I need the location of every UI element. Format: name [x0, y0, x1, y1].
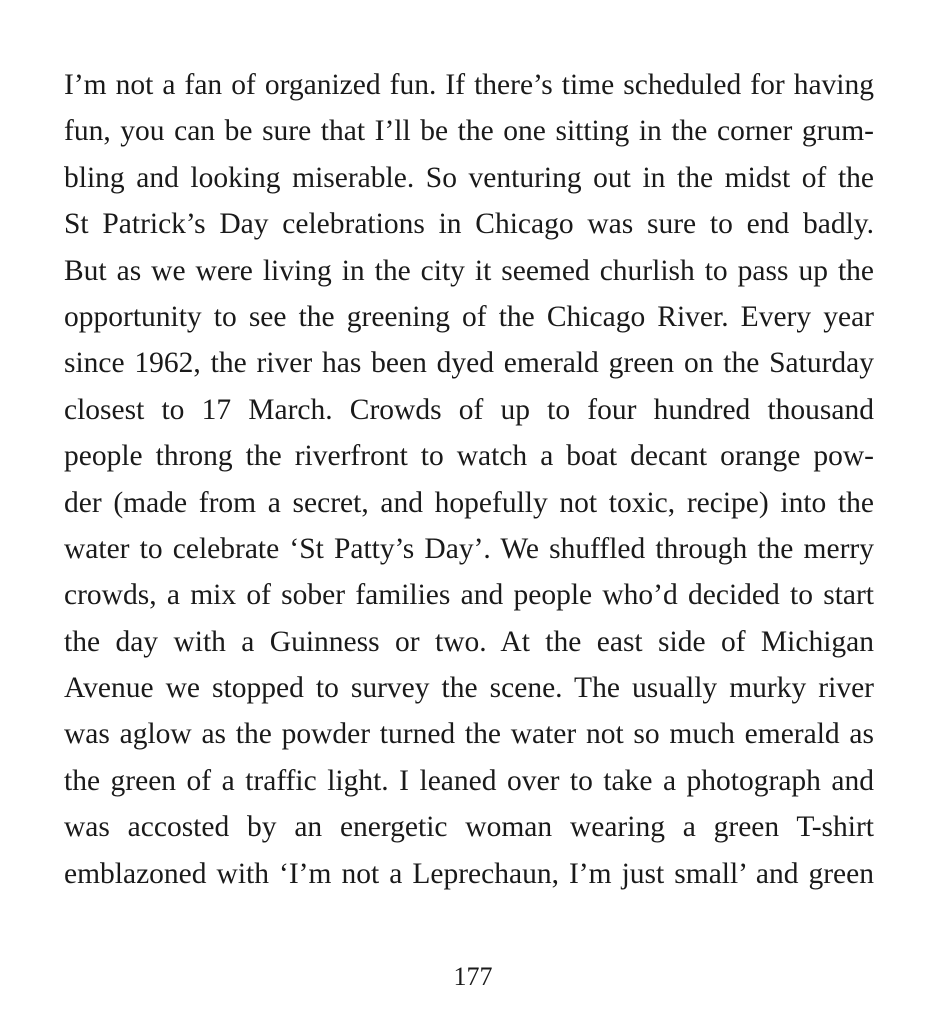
text-line: closest to 17 March. Crowds of up to four hundred thousand	[64, 393, 874, 426]
text-line: was accosted by an energetic woman wearing a green T-shirt	[64, 811, 874, 844]
text-line: the day with a Guinness or two. At the east side of Michigan	[64, 625, 874, 658]
text-line: emblazoned with ‘I’m not a Leprechaun, I’m just small’ and green	[64, 857, 874, 890]
text-line: I’m not a fan of organized fun. If there’s time scheduled for having	[64, 69, 874, 101]
text-line: der (made from a secret, and hopefully not toxic, recipe) into the	[64, 486, 874, 519]
body-text	[64, 62, 874, 897]
text-line: St Patrick’s Day celebrations in Chicago was sure to end badly.	[64, 208, 874, 241]
page-number: 177	[453, 962, 493, 991]
text-line: opportunity to see the greening of the Chicago River. Every year	[64, 300, 874, 333]
text-line: people throng the riverfront to watch a boat decant orange pow-	[64, 440, 874, 473]
text-line: since 1962, the river has been dyed emerald green on the Saturday	[64, 347, 874, 380]
text-line: Avenue we stopped to survey the scene. The usually murky river	[64, 672, 874, 705]
text-line: bling and looking miserable. So venturing out in the midst of the	[64, 161, 874, 194]
text-line: fun, you can be sure that I’ll be the one sitting in the corner grum-	[64, 115, 874, 148]
text-line: water to celebrate ‘St Patty’s Day’. We shuffled through the merry	[64, 532, 874, 565]
text-line: crowds, a mix of sober families and people who’d decided to start	[64, 579, 874, 612]
text-line: was aglow as the powder turned the water not so much emerald as	[64, 718, 874, 751]
text-line: the green of a traffic light. I leaned over to take a photograph and	[64, 764, 874, 797]
text-line: But as we were living in the city it seemed churlish to pass up the	[64, 254, 874, 287]
